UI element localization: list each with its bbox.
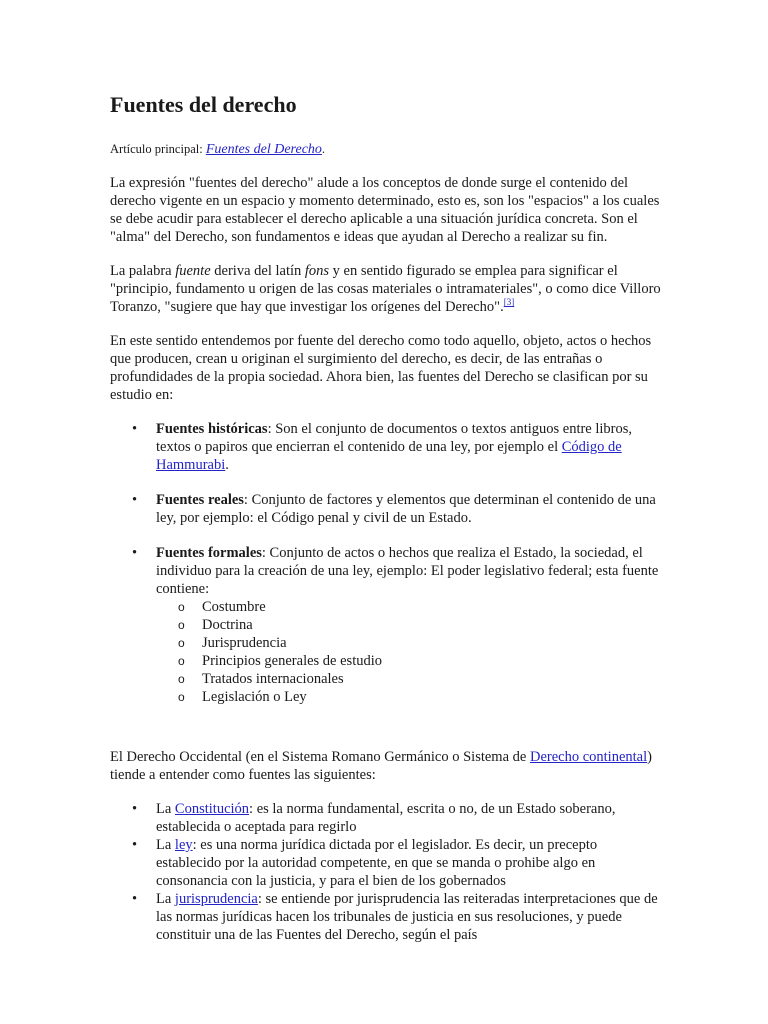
fuentes-list [110,420,662,706]
main-article-link[interactable]: Fuentes del Derecho [205,142,322,157]
link-ley[interactable]: ley [174,837,193,853]
fuentes-occidentales-list [110,800,662,944]
formales-sub-list [156,598,662,706]
paragraph-classification: En este sentido entendemos por fuente del derecho como todo aquello, objeto, actos o hechos que producen, crean u originan el surgimiento del derecho, es decir, de las entrañas o profundidades de la propia sociedad. Ahora bien, las fuentes del Derecho se clasifican por su estudio en: [110,333,652,403]
sub-item-doctrina [156,616,662,634]
text-reales: : Conjunto de factores y elementos que determinan el contenido de una ley, por ejemplo: el Código penal y civil de un Estado. [156,492,656,526]
term-formales: Fuentes formales [156,545,262,561]
paragraph-derecho-occidental [110,748,662,784]
link-derecho-continental[interactable]: Derecho continental [529,749,648,765]
sub-item-costumbre [156,598,662,616]
reference-link-3[interactable]: [3] [503,297,515,308]
item-text: : es una norma jurídica dictada por el legislador. Es decir, un precepto establecido por la autoridad competente, en que se manda o prohibe algo en consonancia con la justicia, y para el bien de los gobernados [156,837,598,889]
bullet-icon: • [132,837,138,853]
circle-bullet-icon: o [178,636,185,650]
item-text: : es la norma fundamental, escrita o no, de un Estado soberano, establecida o aceptada para regirlo [156,801,616,835]
sub-item-label: Tratados internacionales [202,671,344,687]
sub-item-label: Doctrina [202,617,253,633]
text-historicas-end: . [225,457,229,473]
term-historicas: Fuentes históricas [156,421,268,437]
item-prefix: La [156,837,175,853]
item-prefix: La [156,801,175,817]
circle-bullet-icon: o [178,690,185,704]
list-item-jurisprudencia [110,890,662,944]
sub-item-label: Legislación o Ley [202,689,307,705]
text-historicas: : Son el conjunto de documentos o textos antiguos entre libros, textos o papiros que encierran el contenido de una ley, por ejemplo el [156,421,633,455]
list-item-reales [110,491,662,527]
item-text: : se entiende por jurisprudencia las reiteradas interpretaciones que de las normas jurídicas hacen los tribunales de justicia en sus resoluciones, y puede constituir una de las Fuentes del Derecho, según el país [156,891,658,943]
bullet-icon: • [132,545,138,561]
bullet-icon: • [132,492,138,508]
sub-item-label: Costumbre [202,599,266,615]
article-content [110,92,662,944]
item-prefix: La [156,891,175,907]
sub-item-label: Principios generales de estudio [202,653,382,669]
list-item-historicas [110,420,662,474]
sub-item-principios [156,652,662,670]
bullet-icon: • [132,421,138,437]
etymology-text-3: y en sentido figurado se emplea para significar el "principio, fundamento u origen de las cosas materiales o intramateriales", o como dice Villoro Toranzo, "sugiere que hay que investigar los orígenes del Derecho". [110,263,661,315]
etymology-text-1: La palabra [110,263,176,279]
sub-item-legislacion [156,688,662,706]
etymology-term-fons: fons [304,263,330,279]
link-constitucion[interactable]: Constitución [174,801,250,817]
list-item-constitucion [110,800,662,836]
occidental-text-2: ) tiende a entender como fuentes las siguientes: [110,749,652,783]
main-article-suffix: . [321,142,326,156]
sub-item-jurisprudencia [156,634,662,652]
section-spacer [110,722,662,748]
link-jurisprudencia[interactable]: jurisprudencia [174,891,258,907]
etymology-text-2: deriva del latín [210,263,305,279]
circle-bullet-icon: o [178,618,185,632]
main-article-note [110,140,662,159]
page-title: Fuentes del derecho [110,92,297,117]
circle-bullet-icon: o [178,600,185,614]
circle-bullet-icon: o [178,672,185,686]
bullet-icon: • [132,801,138,817]
list-item-formales [110,544,662,706]
occidental-text-1: El Derecho Occidental (en el Sistema Romano Germánico o Sistema de [110,749,530,765]
etymology-term-fuente: fuente [175,263,211,279]
paragraph-etymology [110,262,662,316]
circle-bullet-icon: o [178,654,185,668]
main-article-prefix: Artículo principal: [110,142,206,156]
text-formales: : Conjunto de actos o hechos que realiza el Estado, la sociedad, el individuo para la creación de una ley, ejemplo: El poder legislativo federal; esta fuente contiene: [156,545,659,597]
term-reales: Fuentes reales [156,492,244,508]
link-codigo-hammurabi[interactable]: Código de Hammurabi [156,439,622,473]
list-item-ley [110,836,662,890]
sub-item-label: Jurisprudencia [202,635,287,651]
bullet-icon: • [132,891,138,907]
sub-item-tratados [156,670,662,688]
paragraph-definition: La expresión "fuentes del derecho" alude a los conceptos de donde surge el contenido del derecho vigente en un espacio y momento determinado, esto es, son los "espacios" a los cuales se debe acudir para establecer el derecho aplicable a una situación jurídica concreta. Son el "alma" del Derecho, son fundamentos e ideas que ayudan al Derecho a realizar su fin. [110,175,660,245]
